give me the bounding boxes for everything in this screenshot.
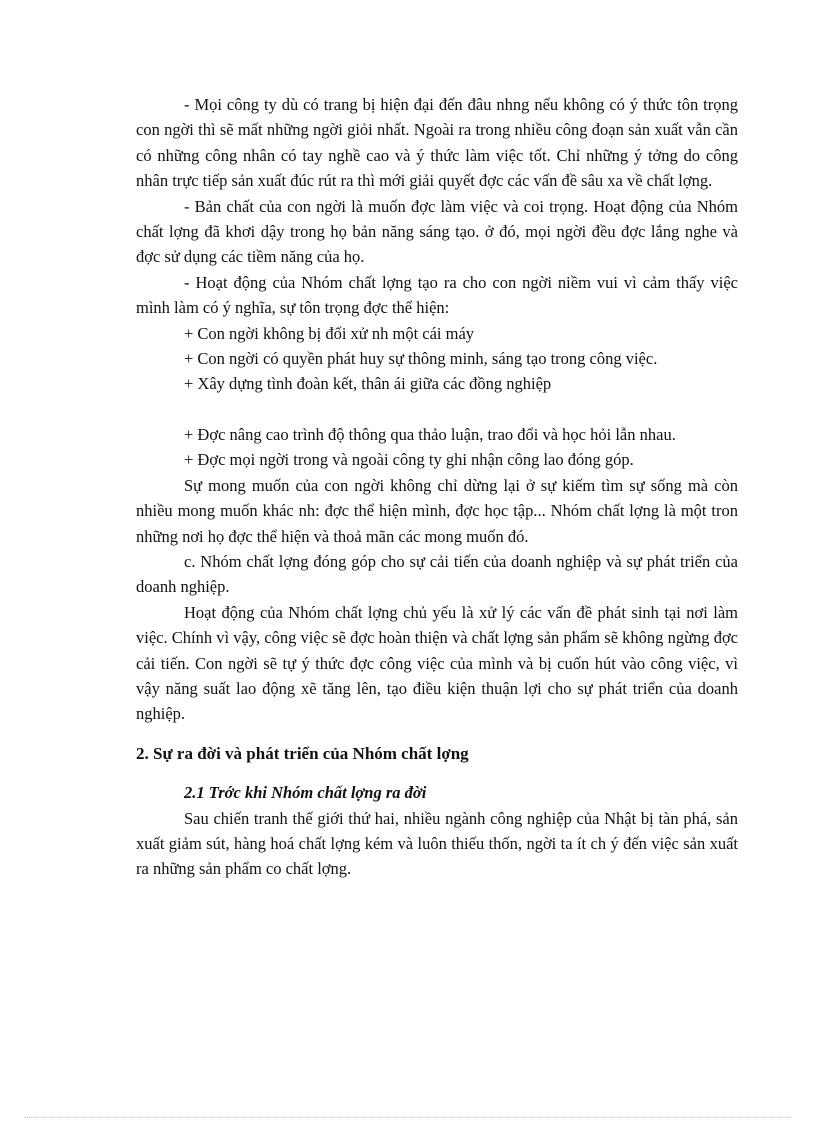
section-heading: 2. Sự ra đời và phát triển của Nhóm chất lợng — [136, 743, 469, 763]
bullet-line: + Đợc mọi ngời trong và ngoài công ty ghi nhận công lao đóng góp. — [184, 450, 634, 470]
spacer — [136, 766, 738, 780]
paragraph: Sau chiến tranh thế giới thứ hai, nhiều ngành công nghiệp của Nhật bị tàn phá, sản xuất giảm sút, hàng hoá chất lợng kém và luôn thiếu thốn, ngời ta ít ch ý đến việc sản xuất ra những sản phẩm co chất lợng. — [136, 808, 738, 879]
spacer — [136, 727, 738, 741]
blank-line — [136, 397, 738, 422]
paragraph: - Bản chất của con ngời là muốn đợc làm việc và coi trọng. Hoạt động của Nhóm chất lợng đã khơi dậy trong họ bản năng sáng tạo. ở đó, mọi ngời đều đợc lắng nghe và đợc sử dụng các tiềm năng của họ. — [136, 196, 738, 267]
document-page — [136, 92, 738, 882]
paragraph: - Mọi công ty dù có trang bị hiện đại đến đâu nhng nếu không có ý thức tôn trọng con ngời thì sẽ mất những ngời giỏi nhất. Ngoài ra trong nhiều công đoạn sản xuất vẫn cần có những công nhân có tay nghề cao và ý thức làm việc tốt. Chỉ những ý tởng do công nhân trực tiếp sản xuất đúc rút ra thì mới giải quyết đợc các vấn đề sâu xa về chất lợng. — [136, 95, 738, 191]
bullet-line: + Con ngời không bị đối xử nh một cái máy — [184, 323, 475, 343]
bullet-line: + Con ngời có quyền phát huy sự thông minh, sáng tạo trong công việc. — [184, 349, 658, 369]
bullet-line: + Xây dựng tình đoàn kết, thân ái giữa các đồng nghiệp — [184, 374, 552, 394]
paragraph: Hoạt động của Nhóm chất lợng chủ yếu là xử lý các vấn đề phát sinh tại nơi làm việc. Chính vì vậy, công việc sẽ đợc hoàn thiện và chất lợng sản phẩm sẽ không ngừng đợc cải tiến. Con ngời sẽ tự ý thức đợc công việc của mình và bị cuốn hút vào công việc, vì vậy năng suất lao động xẽ tăng lên, tạo điều kiện thuận lợi cho sự phát triển của doanh nghiệp. — [136, 602, 738, 724]
bullet-line: + Đợc nâng cao trình độ thông qua thảo luận, trao đổi và học hỏi lẫn nhau. — [184, 424, 676, 444]
paragraph: - Hoạt động của Nhóm chất lợng tạo ra cho con ngời niềm vui vì cảm thấy việc mình làm có ý nghĩa, sự tôn trọng đợc thể hiện: — [136, 272, 738, 318]
subsection-heading: 2.1 Trớc khi Nhóm chất lợng ra đời — [184, 783, 427, 803]
paragraph: c. Nhóm chất lợng đóng góp cho sự cải tiến của doanh nghiệp và sự phát triển của doanh nghiệp. — [136, 551, 738, 597]
page-bottom-border — [24, 1117, 792, 1118]
paragraph: Sự mong muốn của con ngời không chỉ dừng lại ở sự kiếm tìm sự sống mà còn nhiều mong muốn khác nh: đợc thể hiện mình, đợc học tập... Nhóm chất lợng là một tron những nơi họ đợc thể hiện và thoả mãn các mong muốn đó. — [136, 475, 738, 546]
